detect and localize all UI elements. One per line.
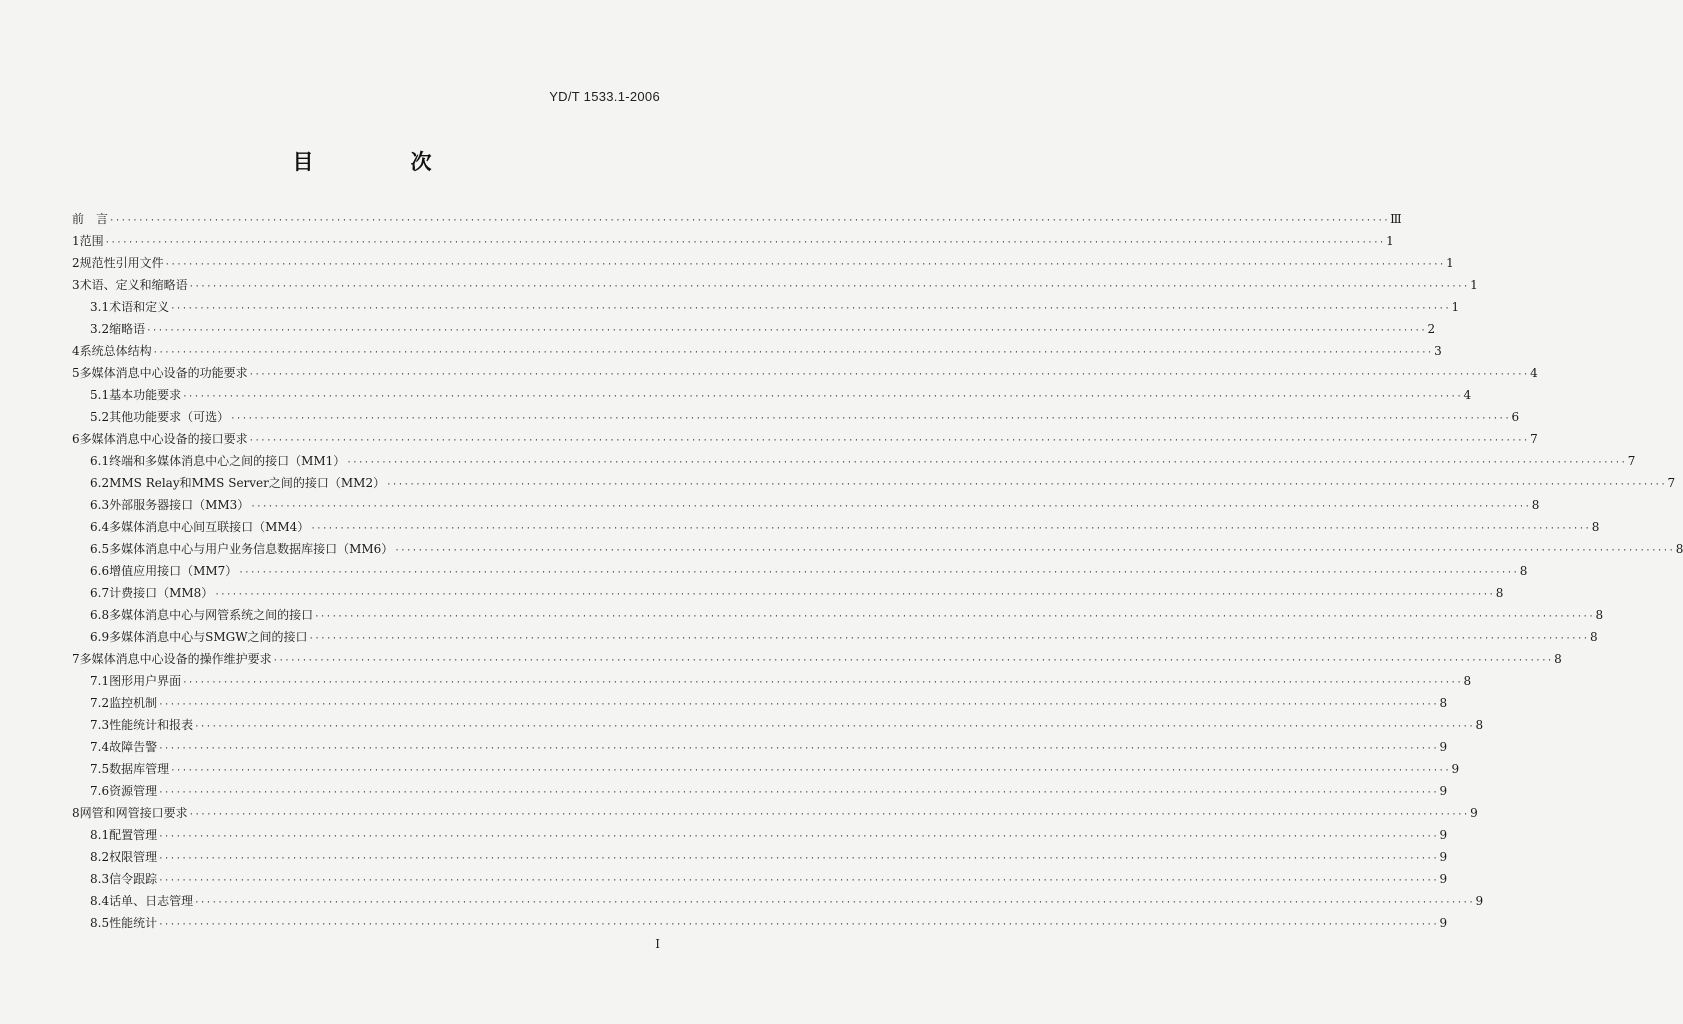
toc-entry[interactable] — [72, 406, 1520, 428]
toc-entry[interactable] — [72, 758, 1460, 780]
toc-entry[interactable] — [72, 736, 1448, 758]
toc-entry-number: 5 — [72, 366, 80, 380]
toc-entry-number: 3.1 — [90, 300, 110, 314]
dot-leader: ···························································································································································································································· — [194, 722, 1475, 732]
toc-entry-number: 7.4 — [90, 740, 110, 754]
toc-entry-page: 1 — [1470, 278, 1478, 292]
toc-entry-number: 7.1 — [90, 674, 110, 688]
toc-entry-label: MMS Relay和MMS Server之间的接口（MM2） — [109, 476, 386, 490]
toc-entry-label: 其他功能要求（可选） — [109, 410, 230, 424]
toc-entry-page: 1 — [1386, 234, 1394, 248]
toc-entry-page: 1 — [1446, 256, 1454, 270]
toc-entry-label: 性能统计 — [109, 916, 158, 930]
toc-entry-number: 6.5 — [90, 542, 110, 556]
toc-entry-page: 6 — [1511, 410, 1520, 424]
toc-entry-number: 4 — [72, 344, 80, 358]
dot-leader: ···························································································································································································································· — [248, 436, 1529, 446]
toc-entry-label: 基本功能要求 — [109, 388, 182, 402]
toc-entry-page: 4 — [1463, 388, 1472, 402]
dot-leader: ···························································································································································································································· — [109, 216, 1390, 226]
toc-entry-page: Ⅲ — [1390, 212, 1402, 226]
toc-entry-label: 多媒体消息中心设备的功能要求 — [79, 366, 248, 380]
toc-entry[interactable] — [72, 890, 1484, 912]
toc-entry-number: 6.7 — [90, 586, 110, 600]
toc-entry-label: 图形用户界面 — [109, 674, 182, 688]
toc-entry-label: 术语和定义 — [109, 300, 170, 314]
page-number: I — [655, 937, 660, 951]
toc-entry-page: 8 — [1591, 520, 1600, 534]
toc-entry-page: 8 — [1675, 542, 1683, 556]
toc-entry-label: 权限管理 — [109, 850, 158, 864]
dot-leader: ···························································································································································································································· — [158, 832, 1439, 842]
toc-entry-page: 8 — [1475, 718, 1484, 732]
toc-entry[interactable] — [72, 912, 1448, 934]
toc-entry-page: 1 — [1451, 300, 1460, 314]
toc-entry-number: 1 — [72, 234, 80, 248]
toc-entry-page: 4 — [1530, 366, 1538, 380]
toc-entry[interactable] — [72, 846, 1448, 868]
toc-entry-number: 8.4 — [90, 894, 110, 908]
dot-leader: ···························································································································································································································· — [170, 304, 1451, 314]
toc-entry-label: 数据库管理 — [109, 762, 170, 776]
toc-entry-label: 规范性引用文件 — [79, 256, 164, 270]
page-title: 目 次 — [292, 149, 470, 174]
dot-leader: ···························································································································································································································· — [250, 502, 1531, 512]
toc-entry[interactable] — [72, 714, 1484, 736]
toc-entry[interactable] — [72, 362, 1538, 384]
dot-leader: ···························································································································································································································· — [386, 480, 1667, 490]
dot-leader: ···························································································································································································································· — [170, 766, 1451, 776]
toc-entry-label: 多媒体消息中心间互联接口（MM4） — [109, 520, 310, 534]
dot-leader: ···························································································································································································································· — [158, 744, 1439, 754]
toc-entry-number: 6 — [72, 432, 80, 446]
toc-entry-page: 8 — [1495, 586, 1504, 600]
toc-entry-number: 6.6 — [90, 564, 110, 578]
dot-leader: ···························································································································································································································· — [152, 348, 1433, 358]
toc-entry-page: 9 — [1439, 872, 1448, 886]
toc-entry-number: 8.1 — [90, 828, 110, 842]
dot-leader: ···························································································································································································································· — [188, 282, 1469, 292]
toc-entry[interactable] — [72, 450, 1636, 472]
toc-entry-page: 9 — [1439, 784, 1448, 798]
table-of-contents — [72, 208, 1683, 934]
toc-entry-label: 术语、定义和缩略语 — [79, 278, 188, 292]
toc-entry[interactable] — [72, 868, 1448, 890]
dot-leader: ···························································································································································································································· — [158, 700, 1439, 710]
dot-leader: ···························································································································································································································· — [214, 590, 1495, 600]
toc-entry[interactable] — [72, 824, 1448, 846]
toc-entry-label: 终端和多媒体消息中心之间的接口（MM1） — [109, 454, 346, 468]
dot-leader: ···························································································································································································································· — [310, 524, 1591, 534]
toc-entry-page: 9 — [1439, 916, 1448, 930]
toc-entry-label: 缩略语 — [109, 322, 146, 336]
toc-entry-label: 多媒体消息中心设备的操作维护要求 — [79, 652, 272, 666]
dot-leader: ···························································································································································································································· — [238, 568, 1519, 578]
toc-entry[interactable] — [72, 582, 1504, 604]
dot-leader: ···························································································································································································································· — [230, 414, 1511, 424]
toc-entry-page: 2 — [1427, 322, 1436, 336]
toc-entry[interactable] — [72, 384, 1472, 406]
toc-entry-label: 增值应用接口（MM7） — [109, 564, 238, 578]
toc-entry[interactable] — [72, 274, 1478, 296]
dot-leader: ···························································································································································································································· — [394, 546, 1675, 556]
toc-entry-label: 多媒体消息中心与SMGW之间的接口 — [109, 630, 308, 644]
toc-entry-label: 多媒体消息中心设备的接口要求 — [79, 432, 248, 446]
toc-entry-label: 前 言 — [72, 212, 109, 226]
toc-entry-page: 8 — [1589, 630, 1598, 644]
toc-entry-number: 8.2 — [90, 850, 110, 864]
toc-entry-number: 8 — [72, 806, 80, 820]
toc-entry-number: 8.3 — [90, 872, 110, 886]
dot-leader: ···························································································································································································································· — [164, 260, 1445, 270]
toc-entry-page: 7 — [1627, 454, 1636, 468]
toc-entry-label: 网管和网管接口要求 — [79, 806, 188, 820]
toc-entry-page: 9 — [1439, 850, 1448, 864]
toc-entry-page: 7 — [1530, 432, 1538, 446]
toc-entry[interactable] — [72, 692, 1448, 714]
dot-leader: ···························································································································································································································· — [314, 612, 1595, 622]
toc-entry[interactable] — [72, 802, 1478, 824]
toc-entry-page: 8 — [1439, 696, 1448, 710]
toc-entry-number: 8.5 — [90, 916, 110, 930]
toc-entry-page: 7 — [1667, 476, 1676, 490]
toc-entry[interactable] — [72, 560, 1528, 582]
toc-entry-label: 多媒体消息中心与网管系统之间的接口 — [109, 608, 314, 622]
toc-entry-label: 信令跟踪 — [109, 872, 158, 886]
toc-entry-number: 5.1 — [90, 388, 110, 402]
toc-entry-label: 范围 — [79, 234, 104, 248]
toc-entry-page: 9 — [1475, 894, 1484, 908]
toc-entry[interactable] — [72, 516, 1600, 538]
toc-entry-page: 9 — [1451, 762, 1460, 776]
dot-leader: ···························································································································································································································· — [158, 876, 1439, 886]
toc-entry[interactable] — [72, 208, 1402, 230]
standard-number: YD/T 1533.1-2006 — [549, 89, 660, 104]
toc-entry[interactable] — [72, 538, 1683, 560]
toc-entry-page: 8 — [1595, 608, 1604, 622]
toc-entry[interactable] — [72, 648, 1562, 670]
toc-entry-number: 7.2 — [90, 696, 110, 710]
toc-entry[interactable] — [72, 494, 1540, 516]
toc-entry-page: 8 — [1519, 564, 1528, 578]
toc-entry-number: 7.3 — [90, 718, 110, 732]
toc-entry[interactable] — [72, 340, 1442, 362]
toc-entry-number: 6.9 — [90, 630, 110, 644]
toc-entry[interactable] — [72, 230, 1394, 252]
toc-entry-label: 系统总体结构 — [79, 344, 152, 358]
dot-leader: ···························································································································································································································· — [158, 788, 1439, 798]
dot-leader: ···························································································································································································································· — [182, 678, 1463, 688]
dot-leader: ···························································································································································································································· — [272, 656, 1553, 666]
toc-entry-number: 7.6 — [90, 784, 110, 798]
toc-entry-page: 3 — [1434, 344, 1442, 358]
toc-entry[interactable] — [72, 780, 1448, 802]
toc-entry-page: 9 — [1439, 828, 1448, 842]
dot-leader: ···························································································································································································································· — [158, 920, 1439, 930]
dot-leader: ···························································································································································································································· — [146, 326, 1427, 336]
dot-leader: ···························································································································································································································· — [104, 238, 1385, 248]
toc-entry[interactable] — [72, 318, 1436, 340]
toc-entry-page: 8 — [1463, 674, 1472, 688]
toc-entry[interactable] — [72, 670, 1472, 692]
toc-entry-label: 资源管理 — [109, 784, 158, 798]
toc-entry-label: 配置管理 — [109, 828, 158, 842]
toc-entry[interactable] — [72, 604, 1604, 626]
toc-entry-number: 6.4 — [90, 520, 110, 534]
dot-leader: ···························································································································································································································· — [346, 458, 1627, 468]
dot-leader: ···························································································································································································································· — [308, 634, 1589, 644]
toc-entry-page: 9 — [1439, 740, 1448, 754]
toc-entry-label: 监控机制 — [109, 696, 158, 710]
toc-entry[interactable] — [72, 472, 1676, 494]
toc-entry-page: 8 — [1554, 652, 1562, 666]
dot-leader: ···························································································································································································································· — [182, 392, 1463, 402]
toc-entry-number: 6.2 — [90, 476, 110, 490]
toc-entry-label: 性能统计和报表 — [109, 718, 194, 732]
dot-leader: ···························································································································································································································· — [194, 898, 1475, 908]
toc-entry-number: 3.2 — [90, 322, 110, 336]
toc-entry[interactable] — [72, 252, 1454, 274]
toc-entry-number: 2 — [72, 256, 80, 270]
toc-entry-page: 8 — [1531, 498, 1540, 512]
dot-leader: ···························································································································································································································· — [248, 370, 1529, 380]
toc-entry-number: 6.1 — [90, 454, 110, 468]
toc-entry[interactable] — [72, 428, 1538, 450]
toc-entry-number: 7.5 — [90, 762, 110, 776]
toc-entry-number: 7 — [72, 652, 80, 666]
toc-entry-number: 3 — [72, 278, 80, 292]
toc-entry-label: 计费接口（MM8） — [109, 586, 214, 600]
toc-entry-label: 故障告警 — [109, 740, 158, 754]
toc-entry-number: 6.8 — [90, 608, 110, 622]
toc-entry-number: 5.2 — [90, 410, 110, 424]
toc-entry[interactable] — [72, 626, 1598, 648]
toc-entry-label: 多媒体消息中心与用户业务信息数据库接口（MM6） — [109, 542, 394, 556]
toc-entry-label: 外部服务器接口（MM3） — [109, 498, 250, 512]
dot-leader: ···························································································································································································································· — [158, 854, 1439, 864]
dot-leader: ···························································································································································································································· — [188, 810, 1469, 820]
toc-entry-number: 6.3 — [90, 498, 110, 512]
toc-entry-page: 9 — [1470, 806, 1478, 820]
toc-entry[interactable] — [72, 296, 1460, 318]
toc-entry-label: 话单、日志管理 — [109, 894, 194, 908]
